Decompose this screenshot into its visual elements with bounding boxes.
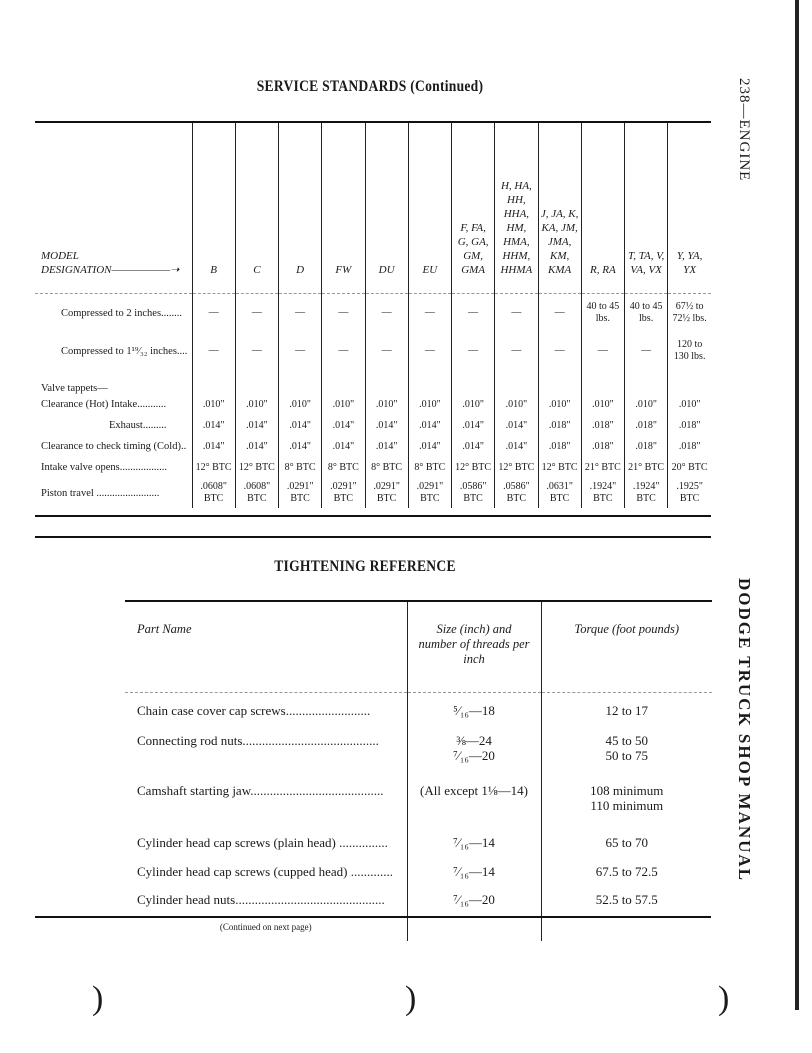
thread-size: ⅜—24 ⁷⁄₁₆—20 [407, 727, 541, 777]
table-row [35, 478, 711, 508]
table-row [125, 777, 712, 827]
cell-value: 8° BTC [279, 457, 322, 478]
cell-value: .018" [668, 436, 711, 457]
cell-value: — [192, 332, 235, 370]
cell-value: .014" [452, 415, 495, 436]
service-standards-title: SERVICE STANDARDS (Continued) [256, 78, 484, 95]
cell-value: .010" [322, 394, 365, 415]
model-column-header: R, RA [581, 123, 624, 294]
thread-size: (All except 1⅛—14) [407, 777, 541, 827]
binding-mark: ) [92, 980, 104, 1017]
service-standards-table [35, 123, 711, 508]
cell-value: .0586" BTC [495, 478, 538, 508]
cell-value: .018" [625, 436, 668, 457]
table-row [35, 415, 711, 436]
part-name: Cylinder head cap screws (plain head) ............... [137, 834, 388, 850]
cell-value [452, 370, 495, 394]
cell-value: — [538, 332, 581, 370]
cell-value [192, 370, 235, 394]
cell-value: .0291" BTC [408, 478, 451, 508]
part-name: Cylinder head cap screws (cupped head) ............. [137, 863, 393, 879]
model-column-header: DU [365, 123, 408, 294]
cell-value: .010" [581, 394, 624, 415]
binding-mark: ) [718, 980, 730, 1017]
torque-value: 52.5 to 57.5 [541, 885, 712, 913]
tightening-reference-title: TIGHTENING REFERENCE [274, 558, 456, 575]
cell-value: .014" [495, 415, 538, 436]
part-name: Camshaft starting jaw......................................... [137, 783, 384, 798]
cell-value: 8° BTC [365, 457, 408, 478]
cell-value [279, 370, 322, 394]
section-divider-rule [35, 536, 711, 538]
designation-label: DESIGNATION [41, 264, 112, 276]
cell-value: — [495, 332, 538, 370]
cell-value: 20° BTC [668, 457, 711, 478]
model-column-header: D [279, 123, 322, 294]
cell-value: .010" [495, 394, 538, 415]
cell-value: — [235, 332, 278, 370]
cell-value: .014" [408, 436, 451, 457]
row-label: Intake valve opens.................. [41, 462, 167, 473]
cell-value: — [495, 294, 538, 333]
cell-value: 12° BTC [235, 457, 278, 478]
model-column-header: C [235, 123, 278, 294]
torque-value: 45 to 50 50 to 75 [541, 727, 712, 777]
cell-value: .010" [365, 394, 408, 415]
cell-value: — [235, 294, 278, 333]
model-column-header: J, JA, K, KA, JM, JMA, KM, KMA [538, 123, 581, 294]
cell-value: — [322, 332, 365, 370]
cell-value: 8° BTC [408, 457, 451, 478]
table-row [125, 727, 712, 777]
model-column-header: Y, YA, YX [668, 123, 711, 294]
cell-value: — [625, 332, 668, 370]
cell-value: .014" [408, 415, 451, 436]
row-label: Clearance to check timing (Cold).. [41, 441, 187, 452]
binding-mark: ) [405, 980, 417, 1017]
torque-header: Torque (foot pounds) [541, 602, 712, 693]
model-label: MODEL [41, 250, 79, 262]
cell-value: .0608" BTC [192, 478, 235, 508]
torque-value: 65 to 70 [541, 827, 712, 857]
cell-value: 40 to 45 lbs. [581, 294, 624, 333]
cell-value [625, 370, 668, 394]
cell-value: .0586" BTC [452, 478, 495, 508]
cell-value: .014" [235, 436, 278, 457]
cell-value: 12° BTC [538, 457, 581, 478]
model-column-header: EU [408, 123, 451, 294]
row-label: Compressed to 1¹⁹⁄₃₂ inches.... [61, 345, 188, 357]
table-row [35, 457, 711, 478]
cell-value: .018" [581, 436, 624, 457]
table-row [35, 332, 711, 370]
cell-value: .1924" BTC [581, 478, 624, 508]
page-edge-rule [795, 0, 799, 1010]
model-column-header: B [192, 123, 235, 294]
cell-value: — [192, 294, 235, 333]
cell-value: .014" [235, 415, 278, 436]
standards-bottom-rule [35, 515, 711, 517]
header-row [125, 602, 712, 693]
cell-value: .018" [668, 415, 711, 436]
cell-value: .018" [625, 415, 668, 436]
cell-value: .010" [452, 394, 495, 415]
cell-value: .014" [279, 415, 322, 436]
cell-value: .014" [365, 415, 408, 436]
cell-value: .018" [538, 436, 581, 457]
cell-value: .014" [192, 436, 235, 457]
continued-note: (Continued on next page) [219, 922, 312, 932]
cell-value: .1925" BTC [668, 478, 711, 508]
model-column-header: H, HA, HH, HHA, HM, HMA, HHM, HHMA [495, 123, 538, 294]
bottom-rule [35, 916, 711, 918]
row-label: Valve tappets— [41, 383, 108, 394]
table-row [125, 827, 712, 857]
cell-value: 120 to 130 lbs. [668, 332, 711, 370]
running-head-book: DODGE TRUCK SHOP MANUAL [735, 578, 754, 883]
cell-value: .010" [192, 394, 235, 415]
cell-value: .0291" BTC [365, 478, 408, 508]
cell-value: .0291" BTC [322, 478, 365, 508]
arrow-icon: ——————➝ [111, 264, 180, 276]
cell-value: .010" [625, 394, 668, 415]
cell-value: — [408, 332, 451, 370]
model-designation-label [35, 123, 192, 294]
cell-value [581, 370, 624, 394]
torque-value: 67.5 to 72.5 [541, 857, 712, 885]
part-name: Cylinder head nuts.............................................. [137, 891, 385, 907]
cell-value: .014" [279, 436, 322, 457]
row-label: Clearance (Hot) Intake........... [41, 399, 167, 410]
cell-value [495, 370, 538, 394]
cell-value: .010" [408, 394, 451, 415]
cell-value: 8° BTC [322, 457, 365, 478]
cell-value: .014" [365, 436, 408, 457]
cell-value: .014" [192, 415, 235, 436]
row-label: Piston travel ........................ [41, 487, 160, 499]
table-row [125, 885, 712, 913]
cell-value: — [408, 294, 451, 333]
cell-value: 21° BTC [581, 457, 624, 478]
thread-size: ⁷⁄₁₆—14 [407, 857, 541, 885]
cell-value [322, 370, 365, 394]
torque-value: 108 minimum 110 minimum [541, 777, 712, 827]
cell-value: .010" [235, 394, 278, 415]
torque-value: 12 to 17 [541, 693, 712, 728]
cell-value: 12° BTC [495, 457, 538, 478]
cell-value: — [452, 332, 495, 370]
tightening-table [125, 602, 712, 941]
cell-value: .1924" BTC [625, 478, 668, 508]
table-row [35, 436, 711, 457]
table-row [35, 370, 711, 394]
model-column-header: T, TA, V, VA, VX [625, 123, 668, 294]
cell-value: 12° BTC [192, 457, 235, 478]
cell-value [538, 370, 581, 394]
model-column-header: FW [322, 123, 365, 294]
cell-value: — [365, 294, 408, 333]
thread-size: ⁷⁄₁₆—14 [407, 827, 541, 857]
model-column-header: F, FA, G, GA, GM, GMA [452, 123, 495, 294]
part-name: Connecting rod nuts.......................................... [137, 733, 379, 748]
cell-value: .0608" BTC [235, 478, 278, 508]
part-name-header: Part Name [125, 602, 407, 693]
cell-value: .014" [322, 436, 365, 457]
table-row [35, 294, 711, 333]
cell-value: .018" [538, 415, 581, 436]
cell-value: — [322, 294, 365, 333]
cell-value: — [581, 332, 624, 370]
cell-value: .014" [322, 415, 365, 436]
cell-value: .010" [668, 394, 711, 415]
cell-value: .0631" BTC [538, 478, 581, 508]
cell-value: .010" [279, 394, 322, 415]
cell-value: 12° BTC [452, 457, 495, 478]
cell-value: .018" [581, 415, 624, 436]
cell-value: — [538, 294, 581, 333]
cell-value: .014" [452, 436, 495, 457]
cell-value: .0291" BTC [279, 478, 322, 508]
cell-value: — [279, 332, 322, 370]
cell-value: — [365, 332, 408, 370]
cell-value: 40 to 45 lbs. [625, 294, 668, 333]
header-row [35, 123, 711, 294]
cell-value [668, 370, 711, 394]
cell-value [365, 370, 408, 394]
table-row [125, 857, 712, 885]
cell-value: .014" [495, 436, 538, 457]
table-row [125, 693, 712, 728]
row-label: Compressed to 2 inches........ [61, 307, 183, 319]
cell-value: — [452, 294, 495, 333]
cell-value: .010" [538, 394, 581, 415]
thread-size: ⁵⁄₁₆—18 [407, 693, 541, 728]
size-header: Size (inch) and number of threads per inch [407, 602, 541, 693]
cell-value [408, 370, 451, 394]
cell-value [235, 370, 278, 394]
part-name: Chain case cover cap screws.......................... [137, 702, 371, 718]
row-label: Exhaust......... [109, 420, 167, 431]
cell-value: 21° BTC [625, 457, 668, 478]
cell-value: — [279, 294, 322, 333]
running-head-page: 238—ENGINE [736, 78, 752, 182]
table-row [35, 394, 711, 415]
thread-size: ⁷⁄₁₆—20 [407, 885, 541, 913]
cell-value: 67½ to 72½ lbs. [668, 294, 711, 333]
